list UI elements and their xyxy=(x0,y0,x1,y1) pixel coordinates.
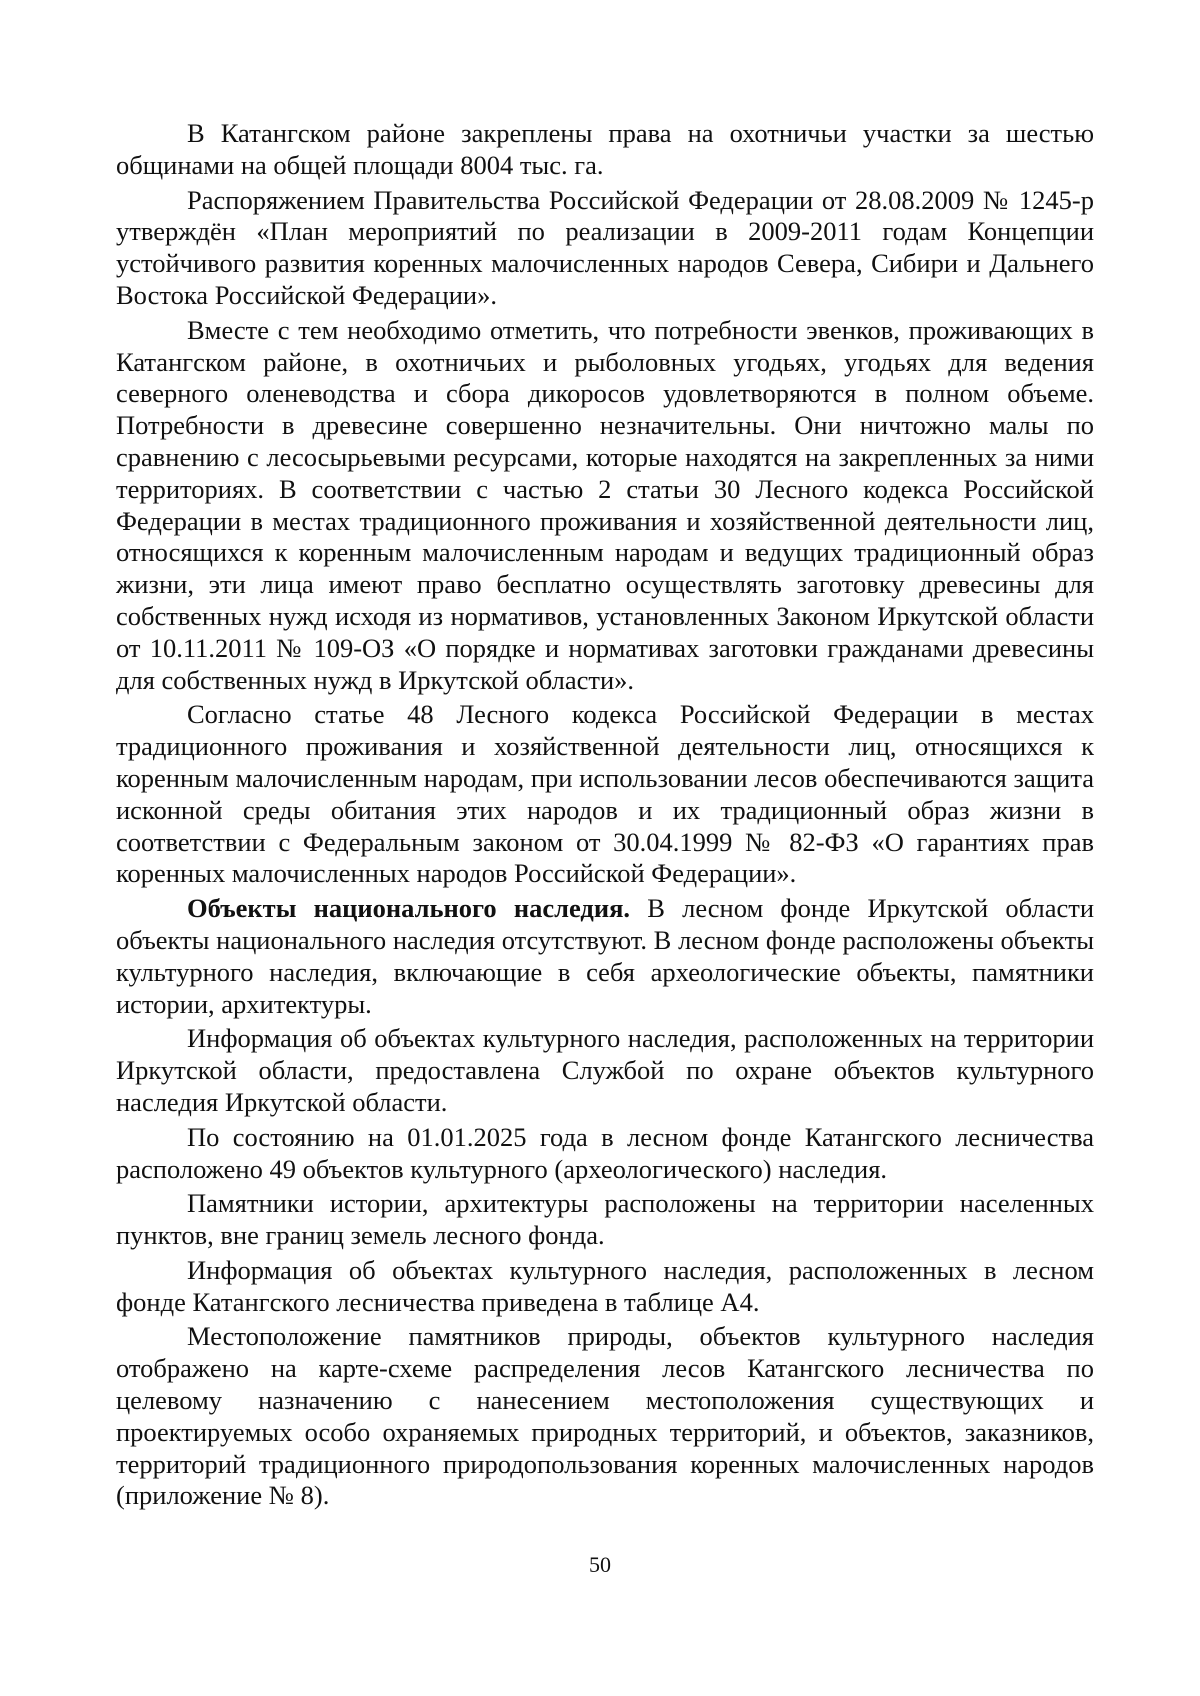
paragraph-map-reference: Местоположение памятников природы, объектов культурного наследия отображено на карте-схеме распределения лесов Катангского лесничества по целевому назначению с нанесением местоположения существующих и проектируемых особо охраняемых природных территорий, и объектов, заказников, территорий традиционного природопользования коренных малочисленных народов (приложение № 8). xyxy=(116,1321,1094,1511)
paragraph-national-heritage xyxy=(116,893,1094,1020)
paragraph-hunting-grounds: В Катангском районе закреплены права на охотничьи участки за шестью общинами на общей площади 8004 тыс. га. xyxy=(116,118,1094,180)
document-body xyxy=(116,118,1094,1515)
section-heading-national-heritage: Объекты национального наследия. xyxy=(187,893,631,924)
paragraph-evenk-needs: Вместе с тем необходимо отметить, что потребности эвенков, проживающих в Катангском районе, в охотничьих и рыболовных угодьях, угодьях для ведения северного оленеводства и сбора дикоросов удовлетворяются в полном объеме. Потребности в древесине совершенно незначительны. Они ничтожно малы по сравнению с лесосырьевыми ресурсами, которые находятся на закрепленных за ними территориях. В соответствии с частью 2 статьи 30 Лесного кодекса Российской Федерации в местах традиционного проживания и хозяйственной деятельности лиц, относящихся к коренным малочисленным народам и ведущих традиционный образ жизни, эти лица имеют право бесплатно осуществлять заготовку древесины для собственных нужд исходя из нормативов, установленных Законом Иркутской области от 10.11.2011 № 109-ОЗ «О порядке и нормативах заготовки гражданами древесины для собственных нужд в Иркутской области». xyxy=(116,314,1094,695)
paragraph-forest-code-article-48: Согласно статье 48 Лесного кодекса Российской Федерации в местах традиционного проживания и хозяйственной деятельности лиц, относящихся к коренным малочисленным народам, при использовании лесов обеспечиваются защита исконной среды обитания этих народов и их традиционный образ жизни в соответствии с Федеральным законом от 30.04.1999 № 82-ФЗ «О гарантиях прав коренных малочисленных народов Российской Федерации». xyxy=(116,699,1094,889)
paragraph-monuments-location: Памятники истории, архитектуры расположены на территории населенных пунктов, вне границ земель лесного фонда. xyxy=(116,1188,1094,1251)
paragraph-heritage-count: По состоянию на 01.01.2025 года в лесном фонде Катангского лесничества расположено 49 объектов культурного (археологического) наследия. xyxy=(116,1121,1094,1184)
paragraph-national-heritage-text: В лесном фонде Иркутской области объекты национального наследия отсутствуют. В лесном фонде расположены объекты культурного наследия, включающие в себя археологические объекты, памятники истории, архитектуры. xyxy=(116,893,1094,1019)
paragraph-heritage-info-source: Информация об объектах культурного наследия, расположенных на территории Иркутской области, предоставлена Службой по охране объектов культурного наследия Иркутской области. xyxy=(116,1023,1094,1117)
paragraph-table-reference: Информация об объектах культурного наследия, расположенных в лесном фонде Катангского лесничества приведена в таблице А4. xyxy=(116,1254,1094,1317)
paragraph-government-order: Распоряжением Правительства Российской Федерации от 28.08.2009 № 1245-р утверждён «План мероприятий по реализации в 2009-2011 годам Концепции устойчивого развития коренных малочисленных народов Севера, Сибири и Дальнего Востока Российской Федерации». xyxy=(116,184,1094,310)
page-number: 50 xyxy=(589,1552,611,1577)
